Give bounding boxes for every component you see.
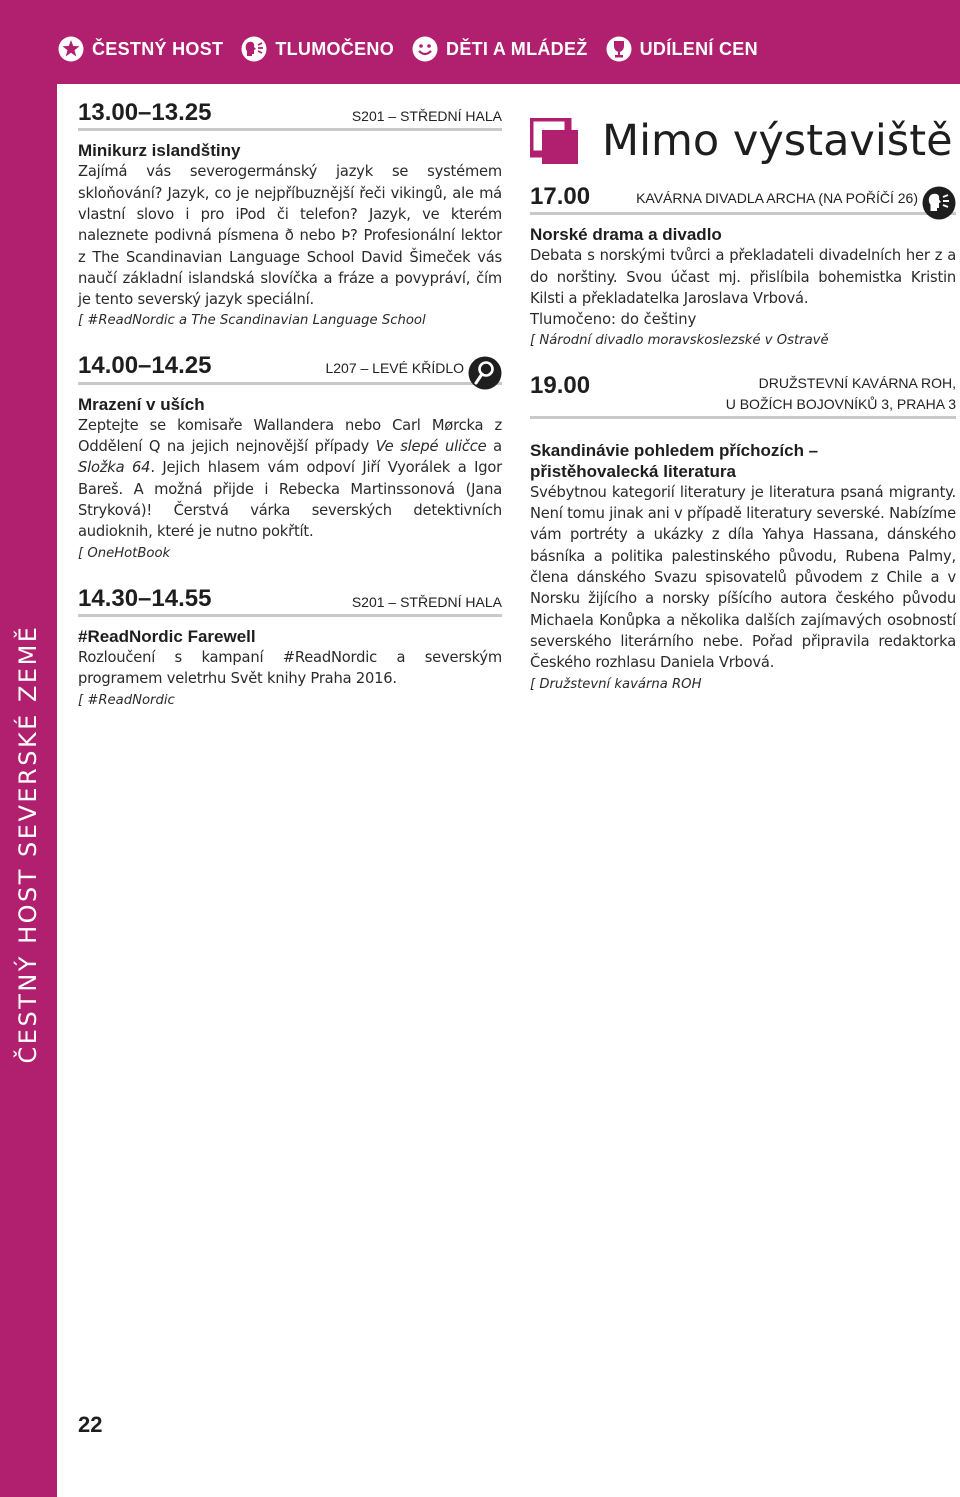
interpreted-icon — [468, 356, 502, 390]
event-time: 19.00 — [530, 372, 591, 400]
event-time: 17.00 — [530, 183, 591, 210]
event-organizer: [ Národní divadlo moravskoslezské v Ostravě — [530, 333, 829, 349]
event-place-group — [325, 356, 502, 380]
event-title: Skandinávie pohledem příchozích – přistěhovalecká literatura — [530, 440, 819, 481]
section-header — [530, 115, 956, 166]
event-place: L207 – LEVÉ KŘÍDLO — [325, 359, 464, 376]
event-header — [78, 586, 502, 617]
event-title: Mrazení v uších — [78, 394, 205, 414]
event-place-line: DRUŽSTEVNÍ KAVÁRNA ROH, — [758, 375, 956, 392]
event-organizer: [ OneHotBook — [78, 545, 171, 561]
event-title: #ReadNordic Farewell — [78, 627, 256, 647]
event-title: Minikurz islandštiny — [78, 141, 241, 161]
legend-item-honored-guest — [58, 36, 223, 62]
event-time: 13.00–13.25 — [78, 99, 212, 126]
left-column — [78, 100, 502, 733]
event-title: Norské drama a divadlo — [530, 225, 722, 245]
legend-label: ČESTNÝ HOST — [92, 38, 224, 59]
legend-label: TLUMOČENO — [275, 38, 395, 59]
event-header — [78, 100, 502, 131]
legend-label: UDÍLENÍ CEN — [639, 38, 758, 59]
interpretation-note: Tlumočeno: do češtiny — [530, 311, 697, 329]
event-description: Zeptejte se komisaře Wallandera nebo Carl Mørcka z Oddělení Q na jejich nejnovější případy Ve slepé uličce a Složka 64. Jejich hlasem vám odpoví Jiří Vyorálek a Igor Bareš. A možná přijde i Rebecka Martinssonová (Jana Stryková)! Čerstvá várka severských detektivních audioknih, které je nutno pokřtít. — [78, 416, 502, 541]
page-number: 22 — [78, 1412, 103, 1437]
book-title: Ve slepé uličce — [375, 438, 487, 456]
top-banner — [0, 0, 960, 84]
star-icon — [58, 36, 84, 62]
event-organizer: [ #ReadNordic a The Scandinavian Language School — [78, 313, 426, 329]
legend-item-children — [412, 36, 588, 62]
event-description: Zajímá vás severogermánský jazyk se systémem skloňování? Jazyk, co je nejpříbuznější řeči vikingů, ale má vlastní slovo i pro iPod či telefon? Jazyk, ve kterém naleznete podivná písmena ð nebo Þ? Profesionální lektor z The Scandinavian Language School David Šimeček vás naučí základní islandská slovíčka a fráze a povypráví, čím je tento severský jazyk speciální. — [78, 163, 502, 309]
side-band — [0, 84, 57, 1497]
speaking-head-icon — [922, 186, 956, 220]
event-time: 14.00–14.25 — [78, 352, 212, 380]
event-place: S201 – STŘEDNÍ HALA — [351, 593, 502, 610]
program-event — [530, 373, 956, 694]
event-place: KAVÁRNA DIVADLA ARCHA (NA POŘÍČÍ 26) — [636, 190, 918, 207]
event-organizer: [ #ReadNordic — [78, 692, 175, 708]
speaking-head-icon — [241, 36, 267, 62]
event-header — [530, 184, 956, 215]
event-organizer: [ Družstevní kavárna ROH — [530, 676, 702, 692]
sidebar-label: ČESTNÝ HOST SEVERSKÉ ZEMĚ — [14, 624, 42, 1064]
event-place: S201 – STŘEDNÍ HALA — [351, 108, 502, 125]
legend-label: DĚTI A MLÁDEŽ — [446, 38, 588, 59]
event-place-line: U BOŽÍCH BOJOVNÍKŮ 3, PRAHA 3 — [725, 395, 956, 412]
program-event — [78, 100, 502, 331]
program-event — [530, 184, 956, 351]
event-description: Debata s norskými tvůrci a překladateli divadelních her z a do norštiny. Svou účast mj. přislíbila bohemistka Kristin Kilsti a překladatelka Jaroslava Vrbová. — [530, 247, 956, 307]
square-bullet-icon — [530, 118, 578, 164]
event-time: 14.30–14.55 — [78, 584, 212, 612]
event-header — [530, 373, 956, 419]
icon-legend — [58, 24, 776, 74]
section-title: Mimo výstaviště — [602, 115, 953, 166]
right-column — [530, 115, 956, 717]
event-place — [726, 373, 956, 414]
legend-item-interpreted — [241, 36, 394, 62]
event-description: Svébytnou kategorií literatury je literatura psaná migranty. Není tomu jinak ani v případě literatury severské. Nabízíme vám portréty a ukázky z díla Yahya Hassana, dánského básníka a politika palestinského původu, Rubena Palmy, člena dánského Svazu spisovatelů původem z Chile a v Norsku žijícího a norsky píšícího autora českého původu Michaela Konůpka a několika dalších zajímavých osobností severského literárního nebe. Pořad připravila redaktorka Českého rozhlasu Daniela Vrbová. — [530, 483, 956, 672]
book-title: Složka 64 — [78, 459, 151, 477]
legend-item-awards — [606, 36, 758, 62]
event-description: Rozloučení s kampaní #ReadNordic a severským programem veletrhu Svět knihy Praha 2016. — [78, 649, 502, 688]
smiley-icon — [412, 36, 438, 62]
award-icon — [606, 36, 632, 62]
event-header — [78, 353, 502, 384]
program-event — [78, 353, 502, 563]
event-place-group — [636, 186, 956, 210]
program-event — [78, 586, 502, 711]
